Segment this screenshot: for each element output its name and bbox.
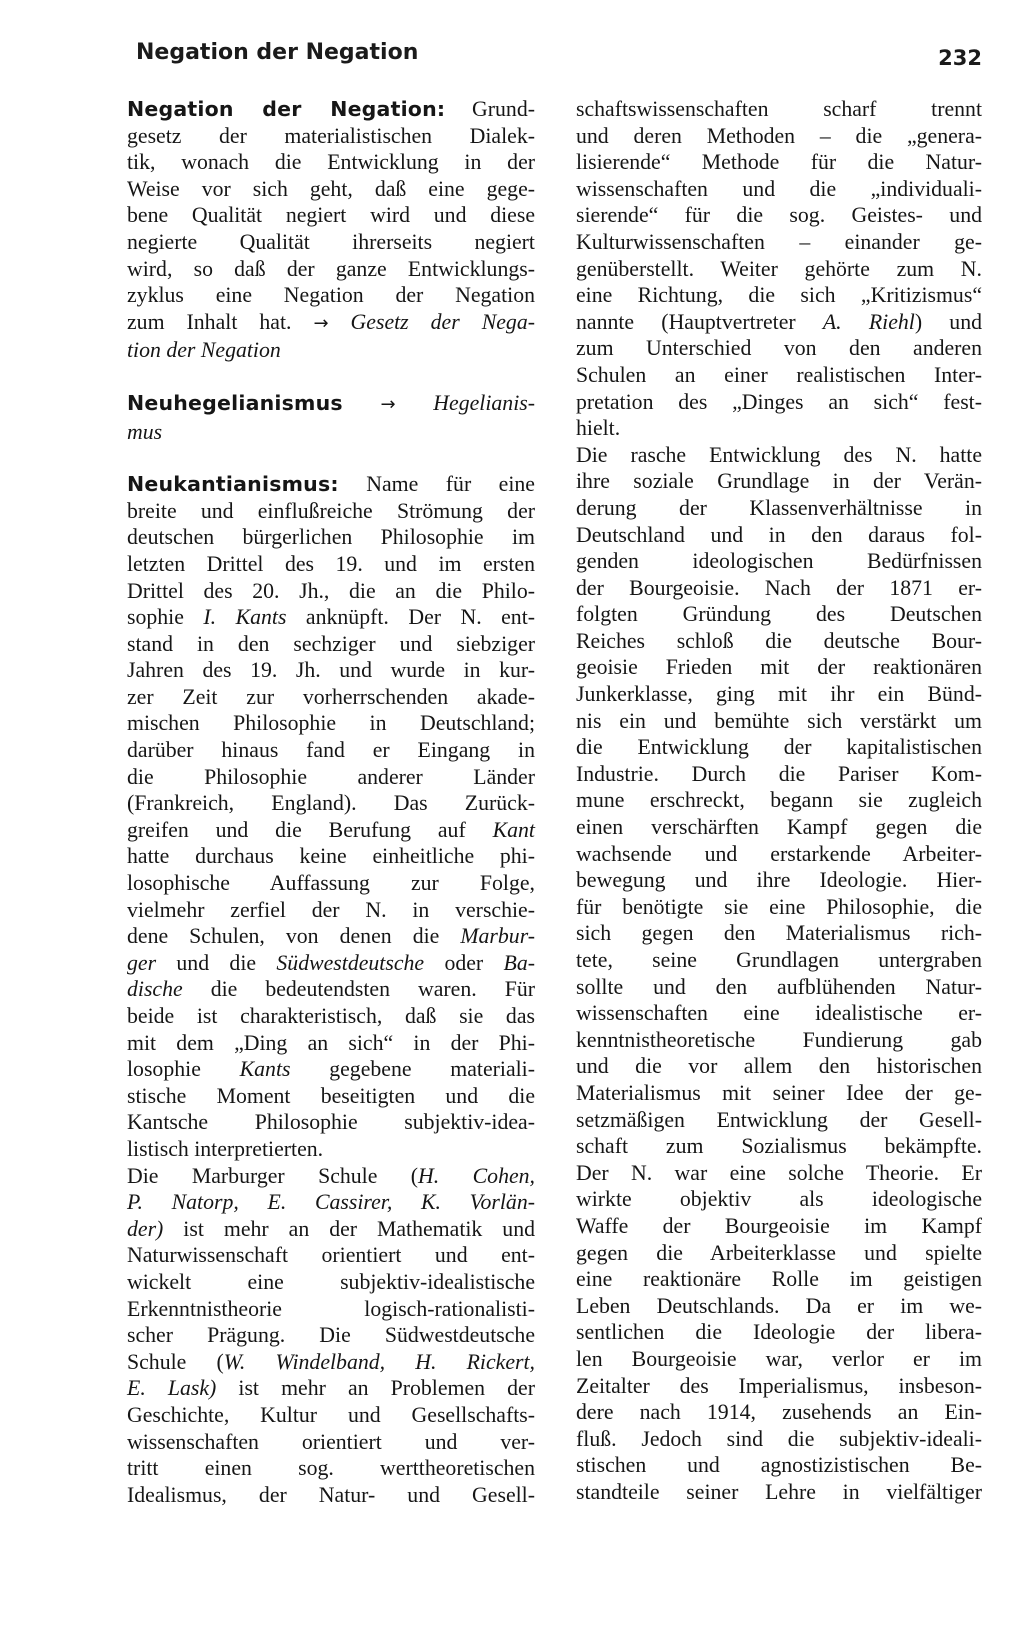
text-line: folgten Gründung des Deutschen [576,602,982,627]
entry-neuhegelianismus [127,390,535,445]
text-line: Reiches schloß die deutsche Bour- [576,628,982,653]
text-fragment: gegebene materiali- [290,1057,535,1082]
text-line: wissenschaften orientiert und ver- [127,1429,535,1454]
text-line: Deutschland und in den daraus fol- [576,522,982,547]
cross-reference[interactable]: tion der Negation [127,338,281,363]
text-line: genüberstellt. Weiter gehörte zum N. [576,256,982,281]
text-line: deutschen bürgerlichen Philosophie im [127,525,535,550]
text-line: Kulturwissenschaften – einander ge- [576,229,982,254]
text-line: wird, so daß der ganze Entwicklungs- [127,256,535,281]
text-line: genden ideologischen Bedürfnissen [576,549,982,574]
cross-reference[interactable]: Hegelianis- [395,390,535,415]
text-line: und die vor allem den historischen [576,1054,982,1079]
text-line: dere nach 1914, zusehends an Ein- [576,1400,982,1425]
text-fragment: ist mehr an der Mathematik und [163,1216,535,1241]
text-line: mischen Philosophie in Deutschland; [127,711,535,736]
text-line: die Entwicklung der kapitalistischen [576,735,982,760]
name-reference: A. Riehl [822,309,915,334]
text-line: len Bourgeoisie war, verlor er im [576,1346,982,1371]
name-reference: der) [127,1216,164,1241]
running-head: Negation der Negation [136,40,419,65]
name-reference: E. Lask) [127,1376,217,1401]
text-line: tete, seine Grundlagen untergraben [576,948,982,972]
cross-reference[interactable]: Marbur- [460,924,535,949]
text-line: Erkenntnistheorie logisch-rationalisti- [127,1296,535,1321]
text-line: scher Prägung. Die Südwestdeutsche [127,1323,535,1348]
text-fragment: und die [156,950,277,975]
name-reference: Kant [492,817,535,842]
headword: Neuhegelianismus [127,390,343,415]
text-line: stischen und agnostizistischen Be- [576,1453,982,1478]
text-line: nis ein und bemühte sich verstärkt um [576,708,982,733]
text-line: letzten Drittel des 19. und im ersten [127,551,535,576]
text-line: zer Zeit zur vorherrschenden akade- [127,684,535,709]
text-line: schaftswissenschaften scharf trennt [576,97,982,121]
text-line: Industrie. Durch die Pariser Kom- [576,761,982,786]
text-line: Kantsche Philosophie subjektiv-idea- [127,1110,535,1135]
text-line: hatte durchaus keine einheitliche phi- [127,844,535,869]
text-line: und deren Methoden – die „genera- [576,123,982,148]
text-line: Leben Deutschlands. Da er im we- [576,1293,982,1318]
text-line: der Bourgeoisie. Nach der 1871 er- [576,575,982,600]
text-line: bewegung und ihre Ideologie. Hier- [576,868,982,893]
text-fragment: die bedeutendsten waren. Für [182,977,535,1002]
name-reference: W. Windelband, H. Rickert, [223,1349,535,1374]
text-line: Der N. war eine solche Theorie. Er [576,1160,982,1185]
text-line: für benötigte sie eine Philosophie, die [576,894,982,919]
text-line: sierende“ für die sog. Geistes- und [576,203,982,228]
name-reference: H. Cohen, [418,1163,535,1188]
cross-reference[interactable]: dische [127,977,183,1002]
text-line: breite und einflußreiche Strömung der [127,498,535,523]
text-fragment: Die Marburger Schule ( [127,1163,419,1188]
text-line: Weise vor sich geht, daß eine gege- [127,176,535,201]
text-line: zum Unterschied von den anderen [576,336,982,361]
text-fragment: greifen und die Berufung auf [127,817,493,842]
text-line: Drittel des 20. Jh., die an die Philo- [127,578,535,603]
text-line: (Frankreich, England). Das Zurück- [127,791,535,816]
text-line: eine reaktionäre Rolle im geistigen [576,1267,982,1292]
text-line: sich gegen den Materialismus rich- [576,921,982,946]
text-line: Zeitalter des Imperialismus, insbeson- [576,1373,982,1398]
text-line: Grund- [445,97,535,121]
text-line: zum Inhalt hat. [127,309,314,334]
text-line: pretation des „Dinges an sich“ fest- [576,389,982,414]
text-line: zyklus eine Negation der Negation [127,283,535,308]
name-reference: I. Kants [203,605,287,630]
headword: Negation der Negation: [127,97,446,121]
text-line: negierte Qualität ihrerseits negiert [127,229,535,254]
text-line: geoisie Frieden mit der reaktionären [576,655,982,680]
text-line: listisch interpretierten. [127,1136,324,1161]
text-line: einen verschärften Kampf gegen die [576,815,982,840]
text-fragment: Schule ( [127,1349,224,1374]
text-line: Geschichte, Kultur und Gesellschafts- [127,1402,535,1427]
cross-reference[interactable]: Gesetz der Nega- [328,309,535,334]
text-fragment: losophie [127,1057,240,1082]
text-line: Junkerklasse, ging mit ihr ein Bünd- [576,682,982,707]
text-line: sentlichen die Ideologie der libera- [576,1320,982,1345]
text-line: fluß. Jedoch sind die subjektiv-ideali- [576,1426,982,1451]
text-line: beide ist charakteristisch, daß sie das [127,1004,535,1028]
text-line: hielt. [576,416,621,441]
text-line: Waffe der Bourgeoisie im Kampf [576,1213,982,1238]
text-fragment: sophie [127,605,204,630]
text-line: setzmäßigen Entwicklung der Gesell- [576,1107,982,1132]
text-fragment: ) und [914,309,983,334]
text-line: stand in den sechziger und siebziger [127,631,535,656]
text-line: mit dem „Ding an sich“ in der Phi- [127,1030,535,1055]
text-line: wissenschaften eine idealistische er- [576,1001,982,1026]
text-line: vielmehr zerfiel der N. in verschie- [127,897,535,922]
text-line: losophische Auffassung zur Folge, [127,871,535,896]
name-reference: P. Natorp, E. Cassirer, K. Vorlän- [127,1190,535,1215]
text-line: tik, wonach die Entwicklung in der [127,150,535,175]
text-line: die Philosophie anderer Länder [127,764,535,789]
text-line: wickelt eine subjektiv-idealistische [127,1269,535,1294]
text-line: gegen die Arbeiterklasse und spielte [576,1240,982,1265]
text-line: derung der Klassenverhältnisse in [576,495,982,520]
entry-neukantianismus [127,471,535,1508]
cross-reference[interactable]: ger [127,950,157,975]
text-line: Naturwissenschaft orientiert und ent- [127,1243,535,1268]
cross-reference[interactable]: mus [127,419,163,444]
headword: Neukantianismus: [127,472,339,497]
text-line: sollte und den aufblühenden Natur- [576,974,982,999]
text-line: bene Qualität negiert wird und diese [127,203,535,228]
cross-reference-arrow-icon: → [380,393,396,415]
text-line: Jahren des 19. Jh. und wurde in kur- [127,658,535,683]
text-line: wissenschaften und die „individuali- [576,176,982,201]
cross-reference[interactable]: Ba- [503,950,535,975]
text-line: wachsende und erstarkende Arbeiter- [576,841,982,866]
text-line: tritt einen sog. werttheoretischen [127,1456,535,1481]
text-line: stische Moment beseitigten und die [127,1083,535,1108]
text-fragment: oder [424,950,504,975]
text-line: Idealismus, der Natur- und Gesell- [127,1482,535,1507]
text-fragment: dene Schulen, von denen die [127,924,461,949]
text-line: wirkte objektiv als ideologische [576,1187,982,1212]
text-fragment: nannte (Hauptvertreter [576,309,823,334]
text-line: Materialismus mit seiner Idee der ge- [576,1080,982,1105]
text-line: mune erschreckt, begann sie zugleich [576,788,982,813]
right-column [576,96,982,1505]
cross-reference[interactable]: Südwestdeutsche [276,950,425,975]
cross-reference-arrow-icon: → [313,312,329,334]
text-line: Die rasche Entwicklung des N. hatte [576,442,982,467]
entry-negation-der-negation [127,96,535,364]
text-line: ihre soziale Grundlage in der Verän- [576,469,982,494]
text-fragment: anknüpft. Der N. ent- [286,605,536,630]
text-line: lisierende“ Methode für die Natur- [576,150,982,175]
left-column [127,96,535,1534]
text-line: eine Richtung, die sich „Kritizismus“ [576,283,982,308]
name-reference: Kants [239,1057,291,1082]
text-line: darüber hinaus fand er Eingang in [127,738,535,763]
text-fragment: ist mehr an Problemen der [216,1376,535,1401]
page-number: 232 [938,46,982,70]
text-line: kenntnistheoretische Fundierung gab [576,1027,982,1052]
text-line: gesetz der materialistischen Dialek- [127,123,535,148]
text-line: schaft zum Sozialismus bekämpfte. [576,1134,982,1159]
text-line: Name für eine [338,472,535,497]
text-line: standteile seiner Lehre in vielfältiger [576,1479,982,1504]
text-line: Schulen an einer realistischen Inter- [576,362,982,387]
